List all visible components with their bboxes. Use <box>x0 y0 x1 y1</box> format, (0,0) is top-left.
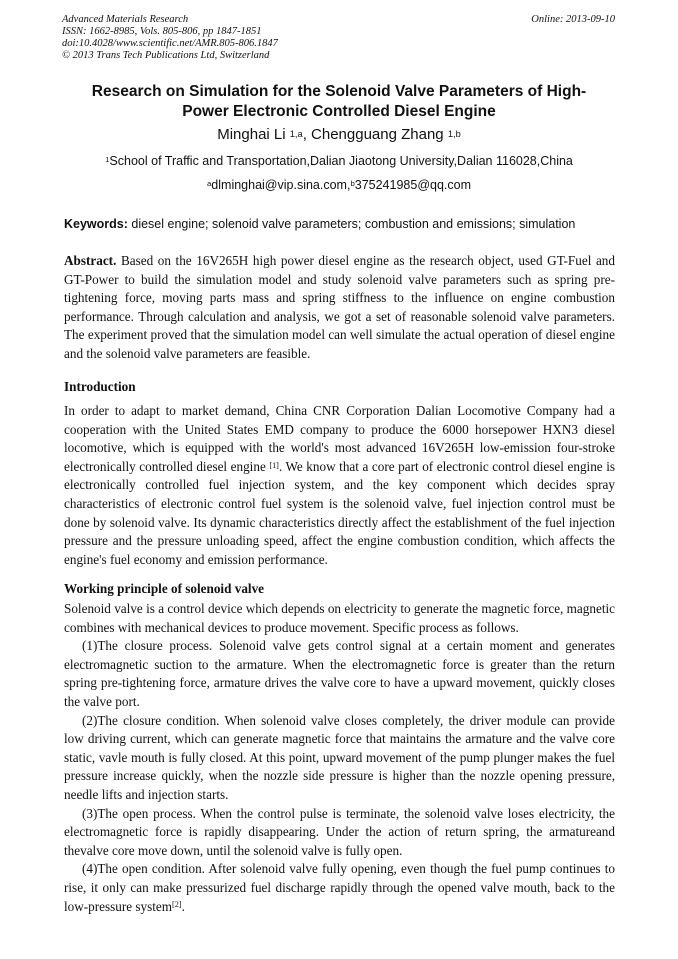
introduction-heading: Introduction <box>64 379 136 394</box>
abstract-text: Based on the 16V265H high power diesel engine as the research object, used GT-Fuel and GT-Power to build the simulation model and study solenoid valve parameters such as spring pre-tightening force, moving parts mass and spring stiffness to the influence on engine combustion performance. Through calculation and analysis, we got a set of reasonable solenoid valve parameters. The experiment proved that the simulation model can well simulate the actual operation of diesel engine and the solenoid valve parameters are feasible. <box>64 253 615 361</box>
introduction-text-1: In order to adapt to market demand, China CNR Corporation Dalian Locomotive Company had a cooperation with the United States EMD company to produce the 6000 horsepower HXN3 diesel locomotive, which is equipped with the world's most advanced 16V265H low-emission four-stroke electronically controlled diesel engine <box>64 403 615 474</box>
copyright-line: © 2013 Trans Tech Publications Ltd, Switzerland <box>62 50 270 61</box>
abstract <box>64 252 615 364</box>
keywords <box>64 216 616 232</box>
closure-condition-paragraph: (2)The closure condition. When solenoid valve closes completely, the driver module can provide low driving current, which can generate magnetic force that maintains the armature and the valve core static, vavle mouth is fully closed. At this point, upward movement of the pump plunger makes the fuel pressure increase quickly, when the nozzle side pressure is higher than the nozzle opening pressure, needle lifts and injection starts. <box>64 712 615 802</box>
open-condition-paragraph <box>64 860 615 916</box>
introduction-body <box>64 402 615 569</box>
online-date: Online: 2013-09-10 <box>531 14 615 25</box>
author-list <box>60 126 618 144</box>
open-process-paragraph: (3)The open process. When the control pulse is terminate, the solenoid valve loses electricity, the electromagnetic force is rapidly disappearing. Under the action of return spring, the armatureand thevalve core move down, until the solenoid valve is fully open. <box>64 805 615 858</box>
email-a-marker: a <box>206 178 212 188</box>
journal-name: Advanced Materials Research <box>62 14 189 25</box>
author-1-affil-marker: 1,a <box>289 128 303 139</box>
keywords-text: diesel engine; solenoid valve parameters; combustion and emissions; simulation <box>127 217 576 231</box>
open-condition-end: . <box>181 898 185 914</box>
author-2-affil-marker: 1,b <box>447 128 461 139</box>
working-intro-paragraph: Solenoid valve is a control device which depends on electricity to generate the magnetic force, magnetic combines with mechanical devices to produce movement. Specific process as follows. <box>64 601 615 635</box>
abstract-label: Abstract. <box>64 253 117 268</box>
keywords-label: Keywords: <box>64 217 128 231</box>
issn-line: ISSN: 1662-8985, Vols. 805-806, pp 1847-1851 <box>62 26 262 37</box>
journal-header <box>62 14 278 62</box>
citation-1[interactable]: [1] <box>269 460 279 470</box>
working-principle-heading: Working principle of solenoid valve <box>64 581 265 596</box>
paper-title <box>60 82 618 122</box>
author-emails <box>60 177 618 193</box>
email-b[interactable]: 375241985@qq.com <box>354 178 471 192</box>
doi-line[interactable]: doi:10.4028/www.scientific.net/AMR.805-806.1847 <box>62 38 278 49</box>
affiliation-text: School of Traffic and Transportation,Dalian Jiaotong University,Dalian 116028,China <box>109 154 573 168</box>
author-1-name: Minghai Li <box>217 126 290 143</box>
introduction-text-2: . We know that a core part of electronic control diesel engine is electronically controlled fuel injection system, and the key component which decides spray characteristics of electronic control fuel system is the solenoid valve, fuel injection control must be done by solenoid valve. Its dynamic characteristics directly affect the establishment of the fuel injection pressure and the pressure unloading speed, affect the engine combustion condition, which affects the engine's fuel economy and emission performance. <box>64 458 615 567</box>
closure-process-paragraph: (1)The closure process. Solenoid valve gets control signal at a certain moment and generates electromagnetic suction to the armature. When the electromagnetic force is greater than the return spring pre-tightening force, armature drives the valve core to have a upward movement, quickly closes the valve port. <box>64 638 615 709</box>
working-principle-body <box>64 600 615 916</box>
title-line-2: Power Electronic Controlled Diesel Engine <box>182 103 496 120</box>
author-2-name: , Chengguang Zhang <box>302 126 448 143</box>
affiliation-marker: 1 <box>105 154 110 164</box>
affiliation <box>60 153 618 169</box>
email-b-marker: b <box>350 178 355 188</box>
citation-2[interactable]: [2] <box>172 900 182 910</box>
open-condition-text: (4)The open condition. After solenoid valve fully opening, even though the fuel pump continues to rise, it only can make pressurized fuel discharge rapidly through the opened valve mouth, back to the low-pressure system <box>64 861 615 914</box>
email-a[interactable]: dlminghai@vip.sina.com, <box>211 178 351 192</box>
title-line-1: Research on Simulation for the Solenoid Valve Parameters of High- <box>91 83 587 100</box>
